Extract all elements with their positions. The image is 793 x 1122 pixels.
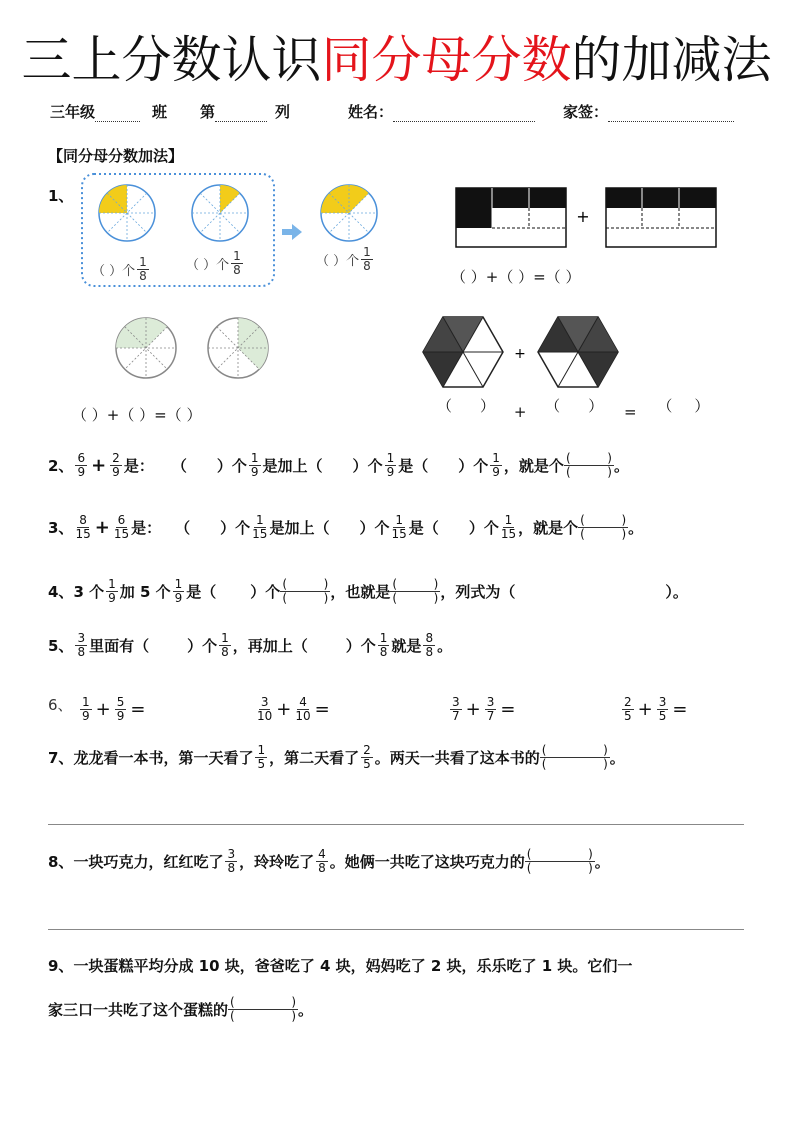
answer-blank[interactable]: ( ) ( ) xyxy=(541,743,608,771)
header-class: 班 xyxy=(152,103,168,121)
title-part1: 三上分数认识 xyxy=(21,31,322,89)
fraction: $\frac{1}{8}$ xyxy=(363,245,371,273)
grade-label: 三年级 xyxy=(50,103,96,121)
q1-number: 1、 xyxy=(48,187,74,205)
sign-label: 家签： xyxy=(563,103,609,121)
answer-blank[interactable]: ( ) ( ) xyxy=(565,451,612,479)
title-highlight: 同分母分数 xyxy=(321,31,572,89)
q6-item-3[interactable]: $\frac{3}{7}$ + $\frac{3}{7}$ = xyxy=(452,695,516,723)
question-2: 2、 $\frac{6}{9}$ + $\frac{2}{9}$ 是： （ ） 个 $\frac{1}{9}$ 是加上 （ ） 个 $\frac{1}{9}$ 是 （ ） 个 $\frac{1}{9}$ ，就是个 ( ) ( ) 。 xyxy=(48,451,629,479)
rect-fraction-a xyxy=(456,188,566,247)
caption-text: （ ）个 xyxy=(186,258,230,273)
circle-one-eighths-a xyxy=(99,185,155,241)
question-4: 4、 3 个 $\frac{1}{9}$ 加 5 个 $\frac{1}{9}$ 是（ ）个 ( ) ( ) ，也就是 ( ) ( ) ，列式为（ ）。 xyxy=(48,577,688,605)
question-8: 8、 一块巧克力，红红吃了 $\frac{3}{8}$ ，玲玲吃了 $\frac{4}{8}$ 。她俩一共吃了这块巧克力的 ( ) ( ) 。 xyxy=(48,847,610,875)
title-part3: 的加减法 xyxy=(571,31,772,89)
circle-green-b xyxy=(208,318,268,378)
caption-text: （ ）个 xyxy=(316,254,360,269)
rect-fraction-b xyxy=(606,188,716,247)
svg-text:+: + xyxy=(576,207,590,226)
caption-a xyxy=(92,256,151,283)
arrow-right-icon xyxy=(282,224,302,240)
circle-equation[interactable]: （ ）+（ ）=（ ） xyxy=(72,406,202,424)
fraction: $\frac{1}{8}$ xyxy=(139,255,147,283)
fraction: $\frac{1}{8}$ xyxy=(233,249,241,277)
hexagon-a xyxy=(423,317,503,387)
section-heading: 【同分母分数加法】 xyxy=(48,147,184,165)
circle-green-a xyxy=(116,318,176,378)
question-6: 6、 xyxy=(48,696,73,714)
hex-equation[interactable]: （ ） + （ ） = （ ） xyxy=(437,397,710,421)
q1-figures xyxy=(0,0,793,440)
answer-blank[interactable]: ( ) ( ) xyxy=(392,577,439,605)
seat-prefix: 第 xyxy=(200,103,216,121)
svg-text:+: + xyxy=(514,346,526,362)
caption-c xyxy=(316,246,375,273)
circle-result-eighths xyxy=(321,185,377,241)
q6-item-2[interactable]: $\frac{3}{10}$ + $\frac{4}{10}$ = xyxy=(257,695,330,723)
caption-text: （ ）个 xyxy=(92,264,136,279)
answer-blank[interactable]: ( ) ( ) xyxy=(580,513,627,541)
answer-blank[interactable]: ( ) ( ) xyxy=(526,847,593,875)
answer-line[interactable] xyxy=(48,929,744,930)
caption-b xyxy=(186,250,245,277)
header-seat-suffix: 列 xyxy=(275,103,291,121)
rect-equation[interactable]: （ ）+（ ）=（ ） xyxy=(451,268,581,286)
question-7: 7、 龙龙看一本书，第一天看了 $\frac{1}{5}$ ，第二天看了 $\frac{2}{5}$ 。两天一共看了这本书的 ( ) ( ) 。 xyxy=(48,743,625,771)
answer-line[interactable] xyxy=(48,824,744,825)
question-9-line2: 家三口一共吃了这个蛋糕的 ( ) ( ) 。 xyxy=(48,995,314,1023)
q6-item-4[interactable]: $\frac{2}{5}$ + $\frac{3}{5}$ = xyxy=(624,695,688,723)
answer-blank[interactable]: ( ) ( ) xyxy=(230,995,297,1023)
answer-blank[interactable]: ( ) ( ) xyxy=(282,577,329,605)
circle-one-eighths-b xyxy=(192,185,248,241)
hexagon-b xyxy=(538,317,618,387)
question-9-line1: 9、 一块蛋糕平均分成 10 块，爸爸吃了 4 块，妈妈吃了 2 块，乐乐吃了 1 块。它们一 xyxy=(48,957,633,975)
q6-item-1[interactable]: $\frac{1}{9}$ + $\frac{5}{9}$ = xyxy=(82,695,146,723)
name-label: 姓名： xyxy=(348,103,394,121)
question-3: 3、 $\frac{8}{15}$ + $\frac{6}{15}$ 是： （ ） 个 $\frac{1}{15}$ 是加上 （ ） 个 $\frac{1}{15}$ 是 （ ） 个 $\frac{1}{15}$ ，就是个 ( ) ( ) 。 xyxy=(48,513,644,541)
question-5: 5、 $\frac{3}{8}$ 里面有（ ）个 $\frac{1}{8}$ ，再加上（ ）个 $\frac{1}{8}$ 就是 $\frac{8}{8}$ 。 xyxy=(48,631,453,659)
